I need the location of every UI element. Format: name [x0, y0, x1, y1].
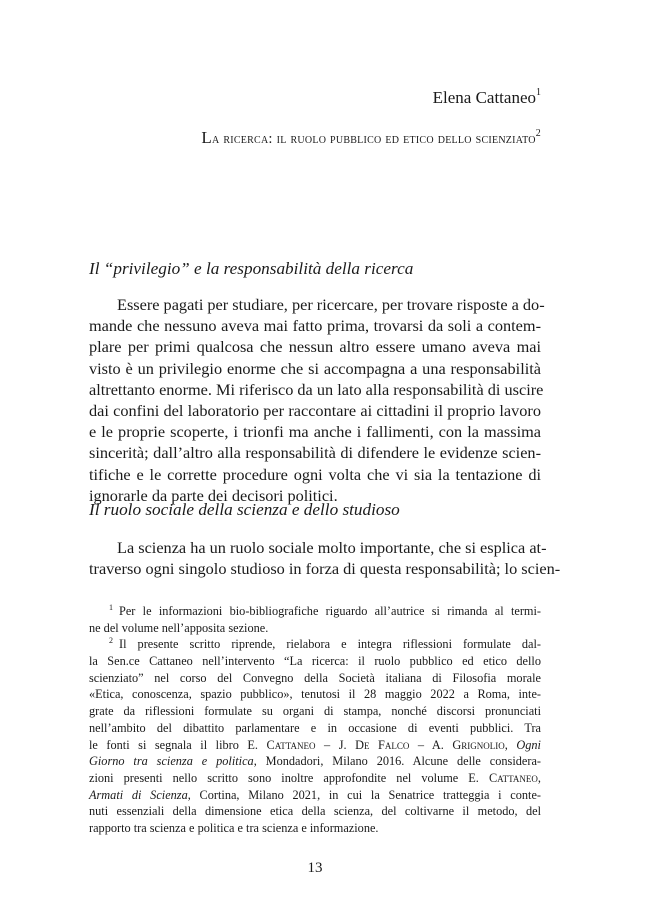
title-footnote-marker: 2	[535, 128, 541, 140]
paragraph-line: visto è un privilegio enorme che si accompagna a una responsabilità	[89, 358, 541, 378]
document-page	[89, 0, 561, 922]
footnote-2-line: Giorno tra scienza e politica, Mondadori, Milano 2016. Alcune delle considera-	[89, 754, 542, 769]
page-number: 13	[307, 860, 323, 876]
footnote-2-line: la Sen.ce Cattaneo nell’intervento “La ricerca: il ruolo pubblico ed etico dello	[89, 654, 541, 669]
paragraph-line: Essere pagati per studiare, per ricercare, per trovare risposte a do-	[117, 295, 545, 314]
paragraph-line: ignorarle da parte dei decisori politici.	[89, 485, 338, 505]
author-footnote-marker: 1	[536, 87, 541, 99]
paragraph-privilege	[89, 294, 545, 506]
footnote-1-line: $^1$ Per le informazioni bio-bibliografiche riguardo all’autrice si rimanda al termi-	[109, 602, 541, 618]
title-initial: L	[201, 128, 212, 147]
paragraph-line: La scienza ha un ruolo sociale molto importante, che si esplica at-	[117, 538, 547, 557]
paragraph-line: dai confini del laboratorio per raccontare ai cittadini il proprio lavoro	[89, 400, 541, 420]
footnote-2-line: grate da riflessioni formulate su organi di stampa, nonché discorsi pronunciati	[89, 704, 541, 719]
paragraph-line: traverso ogni singolo studioso in forza di questa responsabilità; lo scien-	[89, 559, 561, 579]
footnote-2-line: nuti essenziali della dimensione etica della scienza, del coltivarne il metodo, del	[89, 804, 541, 819]
paragraph-line: tifiche e le corrette procedure ogni volta che vi sia la tentazione di	[89, 464, 541, 484]
paragraph-line: sincerità; dall’altro alla responsabilità di difendere le evidenze scien-	[89, 443, 541, 463]
author-line	[433, 87, 541, 109]
footnotes	[89, 603, 541, 837]
footnote-2-line: rapporto tra scienza e politica e tra scienza e informazione.	[89, 820, 379, 835]
paragraph-social-role	[89, 537, 561, 579]
section-heading-social-role: Il ruolo sociale della scienza e dello studioso	[89, 500, 400, 519]
paragraph-line: altrettanto enorme. Mi riferisco da un lato alla responsabilità di uscire	[89, 379, 544, 399]
paragraph-line: mande che nessuno aveva mai fatto prima, trovarsi da soli a contem-	[89, 316, 541, 336]
author-name: Elena Cattaneo	[432, 88, 536, 107]
paragraph-line: plare per primi qualcosa che nessun altro essere umano aveva mai	[89, 337, 541, 357]
footnote-2-line: nell’ambito del dibattito parlamentare e in occasione di eventi pubblici. Tra	[89, 720, 541, 735]
footnote-2-line: «Etica, conoscenza, spazio pubblico», tenutosi il 28 maggio 2022 a Roma, inte-	[89, 687, 541, 702]
footnote-2-line: le fonti si segnala il libro E. Cattaneo – J. De Falco – A. Grignolio, Ogni	[89, 737, 541, 752]
footnote-1-line: ne del volume nell’apposita sezione.	[89, 620, 269, 635]
paragraph-line: e le proprie scoperte, i trionfi ma anche i fallimenti, con la massima	[89, 422, 541, 442]
footnote-2-line: zioni presenti nello scritto sono inoltre approfondite nel volume E. Cattaneo,	[89, 770, 541, 785]
chapter-title	[201, 128, 541, 149]
title-text: a ricerca: il ruolo pubblico ed etico dello scienziato	[211, 131, 536, 147]
footnote-2-line: $^2$ Il presente scritto riprende, rielabora e integra riflessioni formulate dal-	[109, 636, 541, 652]
footnote-2-marker: 2	[109, 636, 113, 646]
footnote-1-marker: 1	[109, 602, 113, 612]
footnote-2-line: Armati di Scienza, Cortina, Milano 2021, in cui la Senatrice tratteggia i conte-	[89, 787, 542, 802]
footnote-2-line: scienziato” nel corso del Convegno della Società italiana di Filosofia morale	[89, 670, 541, 685]
section-heading-privilege: Il “privilegio” e la responsabilità della ricerca	[89, 259, 414, 278]
